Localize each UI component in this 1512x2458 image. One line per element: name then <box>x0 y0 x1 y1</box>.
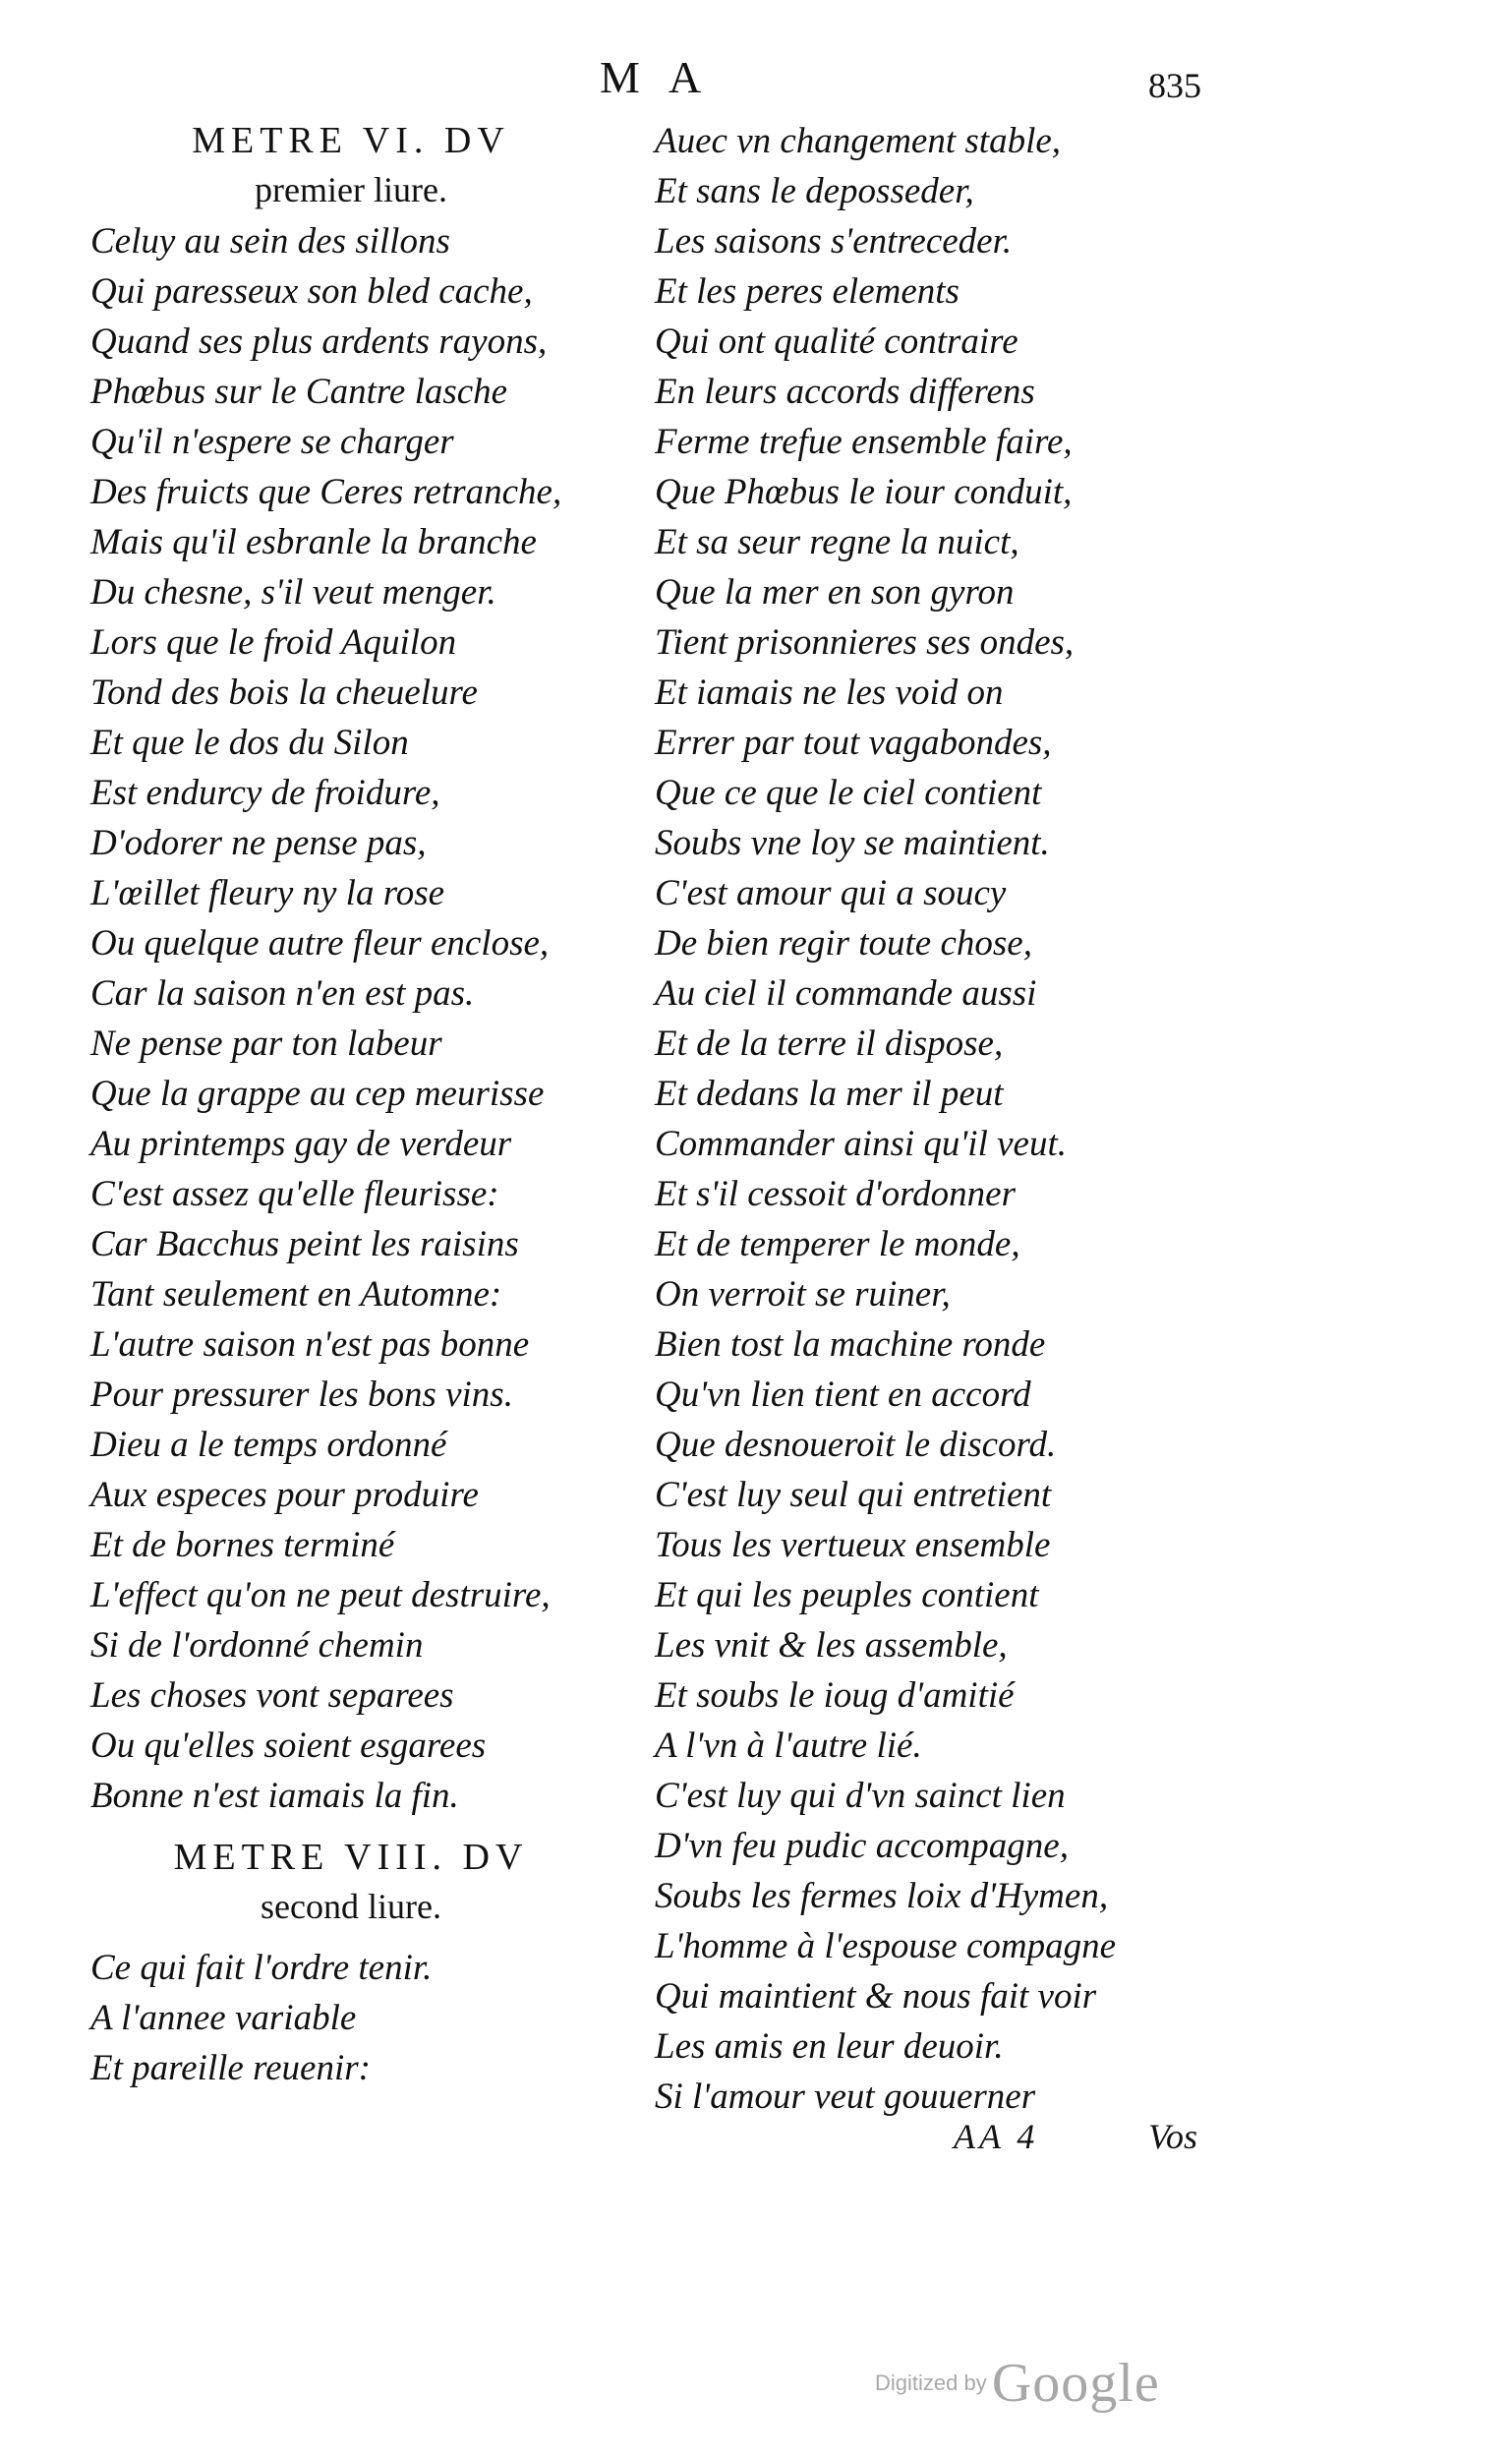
verse-line: Bien tost la machine ronde <box>655 1324 1046 1365</box>
verse-line: Et de bornes terminé <box>90 1525 395 1565</box>
verse-line: Et qui les peuples contient <box>655 1575 1039 1615</box>
verse-line: C'est amour qui a soucy <box>655 873 1007 913</box>
section-heading-metre-vi: METRE VI. DV <box>192 120 510 161</box>
verse-line: Que ce que le ciel contient <box>655 773 1042 813</box>
verse-line: Les vnit & les assemble, <box>655 1625 1008 1666</box>
page-number: 835 <box>1148 66 1201 105</box>
verse-line: Au printemps gay de verdeur <box>90 1124 512 1164</box>
verse-line: Au ciel il commande aussi <box>655 973 1037 1014</box>
verse-line: Mais qu'il esbranle la branche <box>90 522 537 562</box>
verse-line: Que desnoueroit le discord. <box>655 1425 1057 1465</box>
verse-line: Qui paresseux son bled cache, <box>90 271 533 312</box>
verse-line: Aux especes pour produire <box>90 1475 479 1515</box>
verse-line: Et s'il cessoit d'ordonner <box>655 1174 1016 1214</box>
verse-line: En leurs accords differens <box>655 372 1035 412</box>
verse-line: Tond des bois la cheuelure <box>90 673 478 713</box>
verse-line: Qui ont qualité contraire <box>655 322 1018 362</box>
verse-line: Si de l'ordonné chemin <box>90 1625 424 1666</box>
section-subheading-premier-liure: premier liure. <box>255 170 447 209</box>
verse-line: Et les peres elements <box>655 271 960 312</box>
verse-line: Soubs les fermes loix d'Hymen, <box>655 1876 1109 1916</box>
verse-line: Et que le dos du Silon <box>90 723 409 763</box>
verse-block-metre-viii <box>61 1943 611 2093</box>
verse-line: Errer par tout vagabondes, <box>655 723 1052 763</box>
verse-line: Si l'amour veut gouuerner <box>655 2077 1036 2117</box>
verse-line: Les saisons s'entreceder. <box>655 221 1013 262</box>
verse-line: Qui maintient & nous fait voir <box>655 1976 1097 2017</box>
verse-line: D'odorer ne pense pas, <box>90 823 427 863</box>
verse-line: Et iamais ne les void on <box>655 673 1004 713</box>
page-header <box>0 51 1512 110</box>
verse-line: Car Bacchus peint les raisins <box>90 1224 519 1264</box>
verse-line: C'est assez qu'elle fleurisse: <box>90 1174 499 1214</box>
verse-line: Tient prisonnieres ses ondes, <box>655 622 1075 663</box>
verse-line: D'vn feu pudic accompagne, <box>655 1826 1069 1866</box>
verse-line: A l'annee variable <box>90 1998 357 2038</box>
verse-line: Et de temperer le monde, <box>655 1224 1020 1264</box>
verse-line: Ou qu'elles soient esgarees <box>90 1726 487 1766</box>
verse-line: Ou quelque autre fleur enclose, <box>90 923 550 964</box>
verse-block-metre-vi <box>61 216 611 1821</box>
verse-line: Phœbus sur le Cantre lasche <box>90 372 508 412</box>
verse-line: Et sans le deposseder, <box>655 171 974 211</box>
verse-line: Celuy au sein des sillons <box>90 221 450 262</box>
digitized-watermark <box>875 2352 1209 2421</box>
verse-line: Quand ses plus ardents rayons, <box>90 322 548 362</box>
verse-line: Car la saison n'en est pas. <box>90 973 475 1014</box>
verse-line: A l'vn à l'autre lié. <box>655 1726 922 1766</box>
verse-line: Est endurcy de froidure, <box>90 773 440 813</box>
page-footer <box>0 2116 1512 2165</box>
verse-line: L'effect qu'on ne peut destruire, <box>90 1575 551 1615</box>
verse-line: Lors que le froid Aquilon <box>90 622 457 663</box>
verse-line: Bonne n'est iamais la fin. <box>90 1776 459 1816</box>
verse-block-continued <box>629 116 1180 2122</box>
verse-line: Ferme trefue ensemble faire, <box>655 422 1073 462</box>
verse-line: On verroit se ruiner, <box>655 1274 951 1315</box>
verse-line: Qu'vn lien tient en accord <box>655 1375 1031 1415</box>
verse-line: Qu'il n'espere se charger <box>90 422 454 462</box>
verse-line: Et pareille reuenir: <box>90 2048 371 2088</box>
running-head: M A <box>600 52 712 102</box>
left-column <box>61 116 611 2093</box>
verse-line: Auec vn changement stable, <box>655 121 1062 161</box>
verse-line: Que la mer en son gyron <box>655 572 1015 613</box>
verse-line: Pour pressurer les bons vins. <box>90 1375 513 1415</box>
verse-line: Et dedans la mer il peut <box>655 1074 1004 1114</box>
verse-line: Commander ainsi qu'il veut. <box>655 1124 1067 1164</box>
verse-line: Ce qui fait l'ordre tenir. <box>90 1948 433 1988</box>
verse-line: Et soubs le ioug d'amitié <box>655 1675 1015 1716</box>
verse-line: L'homme à l'espouse compagne <box>655 1926 1117 1966</box>
signature-mark: AA 4 <box>954 2117 1039 2156</box>
verse-line: Soubs vne loy se maintient. <box>655 823 1050 863</box>
verse-line: L'autre saison n'est pas bonne <box>90 1324 530 1365</box>
google-logo: Google <box>991 2353 1160 2414</box>
verse-line: Les amis en leur deuoir. <box>655 2026 1004 2067</box>
verse-line: Tous les vertueux ensemble <box>655 1525 1051 1565</box>
verse-line: Que Phœbus le iour conduit, <box>655 472 1073 512</box>
verse-line: Et sa seur regne la nuict, <box>655 522 1019 562</box>
verse-line: Ne pense par ton labeur <box>90 1024 442 1064</box>
right-column <box>629 116 1180 2122</box>
section-subheading-second-liure: second liure. <box>261 1887 441 1926</box>
verse-line: Tant seulement en Automne: <box>90 1274 502 1315</box>
verse-line: L'œillet fleury ny la rose <box>90 873 445 913</box>
verse-line: Des fruicts que Ceres retranche, <box>90 472 562 512</box>
verse-line: C'est luy seul qui entretient <box>655 1475 1052 1515</box>
catchword: Vos <box>1148 2117 1198 2156</box>
verse-line: Du chesne, s'il veut menger. <box>90 572 496 613</box>
verse-line: Les choses vont separees <box>90 1675 454 1716</box>
verse-line: Et de la terre il dispose, <box>655 1024 1004 1064</box>
verse-line: De bien regir toute chose, <box>655 923 1032 964</box>
watermark-prefix: Digitized by <box>875 2370 987 2395</box>
verse-line: Dieu a le temps ordonné <box>90 1425 447 1465</box>
verse-line: Que la grappe au cep meurisse <box>90 1074 545 1114</box>
verse-line: C'est luy qui d'vn sainct lien <box>655 1776 1066 1816</box>
section-heading-metre-viii: METRE VIII. DV <box>173 1837 529 1878</box>
